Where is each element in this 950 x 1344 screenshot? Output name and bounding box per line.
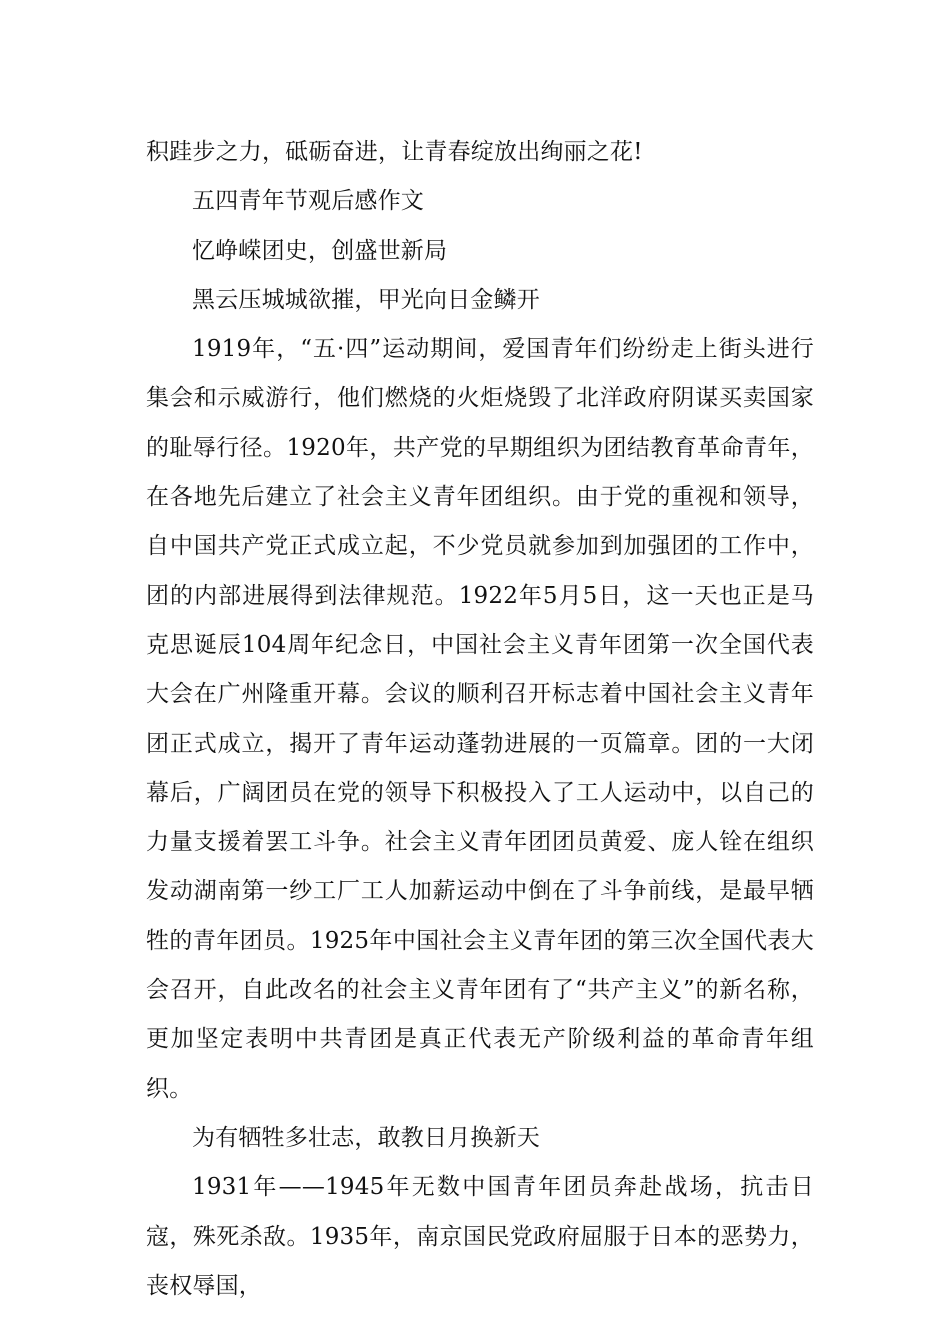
paragraph-essay-title: 五四青年节观后感作文: [192, 188, 424, 215]
document-body: [146, 128, 814, 1311]
paragraph-history-body: 1919年，“五·四”运动期间，爱国青年们纷纷走上街头进行集会和示威游行，他们燃烧的火炬烧毁了北洋政府阴谋买卖国家的耻辱行径。1920年，共产党的早期组织为团结教育革命青年，在各地先后建立了社会主义青年团组织。由于党的重视和领导，自中国共产党正式成立起，不少党员就参加到加强团的工作中，团的内部进展得到法律规范。1922年5月5日，这一天也正是马克思诞辰104周年纪念日，中国社会主义青年团第一次全国代表大会在广州隆重开幕。会议的顺利召开标志着中国社会主义青年团正式成立，揭开了青年运动蓬勃进展的一页篇章。团的一大闭幕后，广阔团员在党的领导下积极投入了工人运动中，以自己的力量支援着罢工斗争。社会主义青年团团员黄爱、庞人铨在组织发动湖南第一纱工厂工人加薪运动中倒在了斗争前线，是最早牺牲的青年团员。1925年中国社会主义青年团的第三次全国代表大会召开，自此改名的社会主义青年团有了“共产主义”的新名称，更加坚定表明中共青团是真正代表无产阶级利益的革命青年组织。: [146, 336, 814, 1102]
paragraph-war-body: 1931年——1945年无数中国青年团员奔赴战场，抗击日寇，殊死杀敌。1935年，南京国民党政府屈服于日本的恶势力，丧权辱国，: [146, 1174, 814, 1299]
paragraph-section-heading-1: 黑云压城城欲摧，甲光向日金鳞开: [192, 286, 540, 313]
paragraph-closing-line: 积跬步之力，砥砺奋进，让青春绽放出绚丽之花!: [146, 139, 643, 165]
paragraph-section-subtitle: 忆峥嵘团史，创盛世新局: [192, 237, 448, 264]
paragraph-section-heading-2: 为有牺牲多壮志，敢教日月换新天: [192, 1124, 540, 1151]
